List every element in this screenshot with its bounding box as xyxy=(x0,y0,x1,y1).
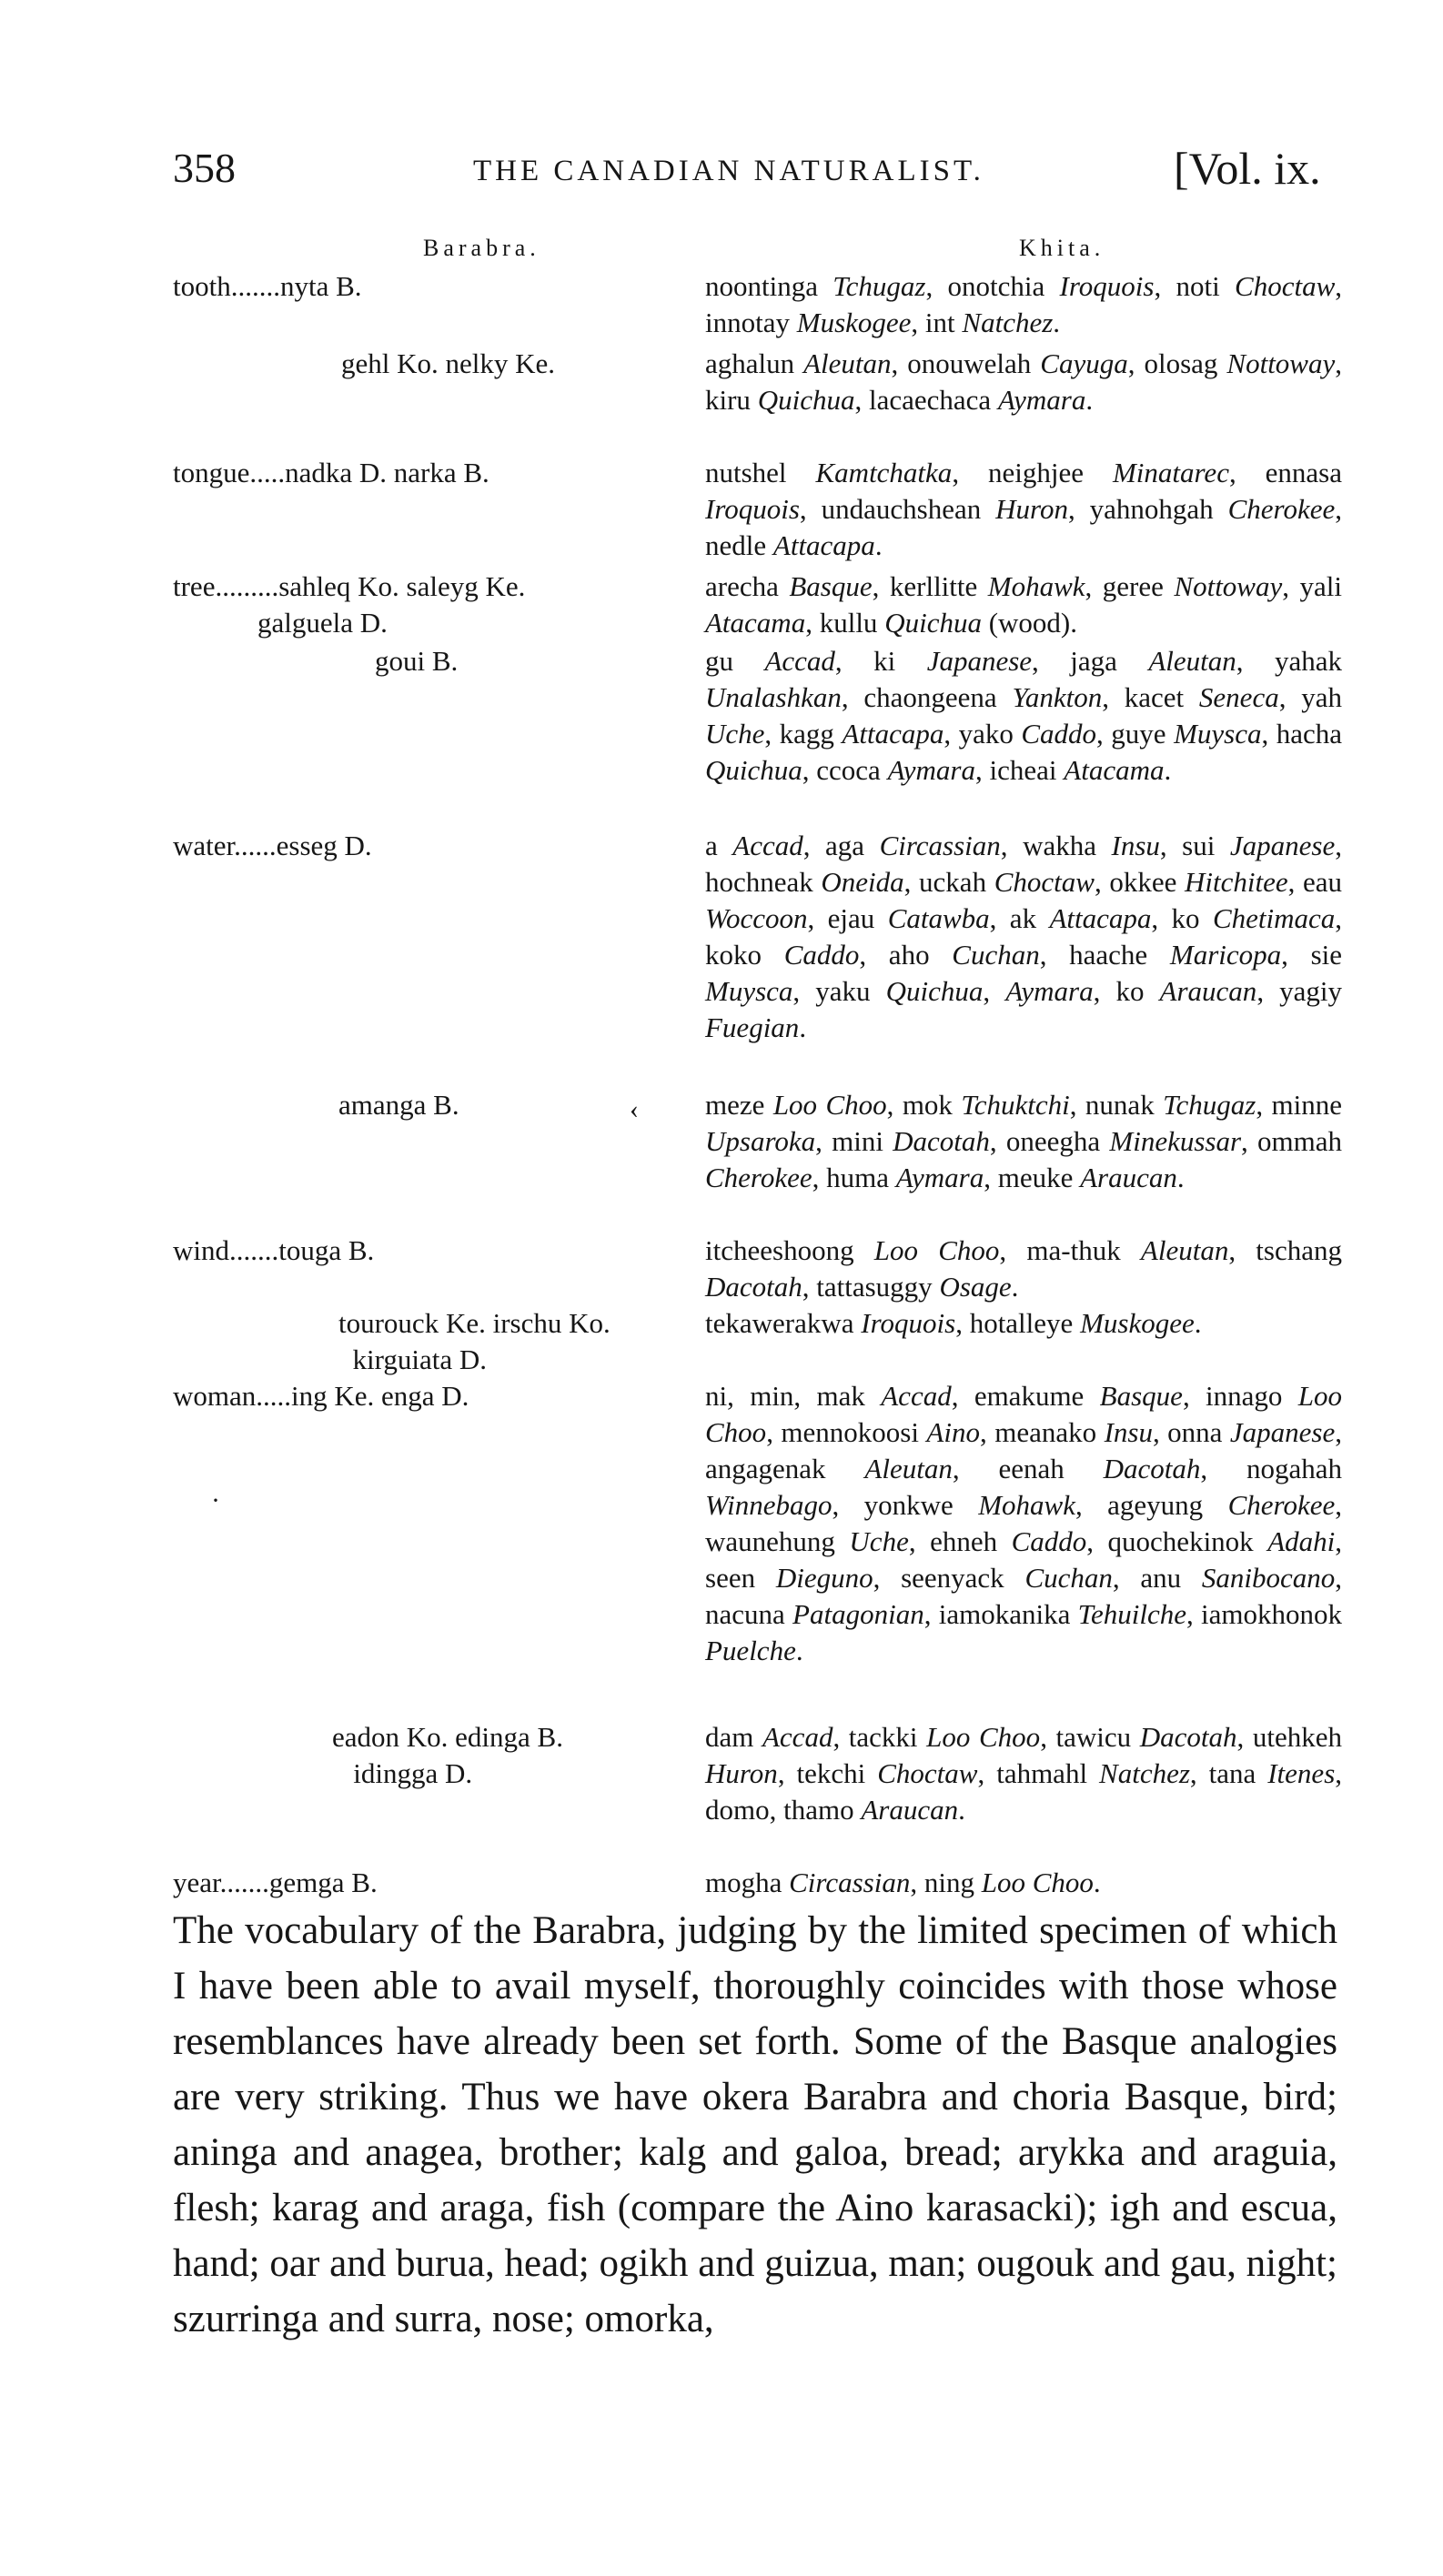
khita-cognates: mogha Circassian, ning Loo Choo. xyxy=(705,1867,1101,1898)
khita-cognates: arecha Basque, kerllitte Mohawk, geree Nottoway, yali Atacama, kullu Quichua (wood). xyxy=(705,570,1342,639)
barabra-word: tourouck Ke. irschu Ko. kirguiata D. xyxy=(338,1307,610,1375)
barabra-word: tooth.......nyta B. xyxy=(173,270,362,302)
stray-mark: · xyxy=(211,1485,220,1515)
khita-cognates: dam Accad, tackki Loo Choo, tawicu Dacotah, utehkeh Huron, tekchi Choctaw, tahmahl Natchez, tana Itenes, domo, thamo Araucan. xyxy=(705,1721,1343,1826)
khita-cognates: tekawerakwa Iroquois, hotalleye Muskogee. xyxy=(705,1307,1202,1339)
khita-cognates: ni, min, mak Accad, emakume Basque, innago Loo Choo, mennokoosi Aino, meanako Insu, onna Japanese, angagenak Aleutan, eenah Dacotah, nogahah Winnebago, yonkwe Mohawk, ageyung Cherokee, waunehung Uche, ehneh Caddo, quochekinok Adahi, seen Dieguno, seenyack Cuchan, anu Sanibocano, nacuna Patagonian, iamokanika Tehuilche, iamokhonok Puelche. xyxy=(705,1380,1342,1666)
khita-cognates: gu Accad, ki Japanese, jaga Aleutan, yahak Unalashkan, chaongeena Yankton, kacet Seneca, yah Uche, kagg Attacapa, yako Caddo, guye Muysca, hacha Quichua, ccoca Aymara, icheai Atacama. xyxy=(705,645,1342,786)
khita-cognates: noontinga Tchugaz, onotchia Iroquois, noti Choctaw, innotay Muskogee, int Natchez. xyxy=(705,270,1342,338)
khita-cognates: itcheeshoong Loo Choo, ma-thuk Aleutan, tschang Dacotah, tattasuggy Osage. xyxy=(705,1234,1342,1303)
stray-mark: ‹ xyxy=(630,1094,639,1124)
body-paragraph: The vocabulary of the Barabra, judging by the limited specimen of which I have been able to avail myself, thoroughly coincides with those whose resemblances have already been set forth. Some of the Basque analogies are very striking. Thus we have okera Barabra and choria Basque, bird; aninga and anagea, brother; kalg and galoa, bread; arykka and araguia, flesh; karag and araga, fish (compare the Aino karasacki); igh and escua, hand; oar and burua, head; ogikh and guizua, man; ougouk and gau, night; szurringa and surra, nose; omorka, xyxy=(173,1909,1337,2340)
khita-cognates: nutshel Kamtchatka, neighjee Minatarec, ennasa Iroquois, undauchshean Huron, yahnohgah Cherokee, nedle Attacapa. xyxy=(705,457,1342,561)
barabra-word: woman.....ing Ke. enga D. xyxy=(173,1380,469,1412)
barabra-word: tongue.....nadka D. narka B. xyxy=(173,457,489,488)
barabra-word: gehl Ko. nelky Ke. xyxy=(341,347,556,379)
column-heading-barabra: Barabra. xyxy=(423,235,540,261)
khita-cognates: meze Loo Choo, mok Tchuktchi, nunak Tchugaz, minne Upsaroka, mini Dacotah, oneegha Minekussar, ommah Cherokee, huma Aymara, meuke Araucan. xyxy=(705,1089,1342,1193)
running-header xyxy=(173,136,1337,209)
running-title: THE CANADIAN NATURALIST. xyxy=(473,155,984,187)
barabra-word: amanga B. xyxy=(338,1089,459,1121)
khita-cognates: aghalun Aleutan, onouwelah Cayuga, olosag Nottoway, kiru Quichua, lacaechaca Aymara. xyxy=(705,347,1342,416)
barabra-word: eadon Ko. edinga B. idingga D. xyxy=(332,1721,563,1789)
volume-label: [Vol. ix. xyxy=(1174,143,1321,194)
khita-cognates: a Accad, aga Circassian, wakha Insu, sui Japanese, hochneak Oneida, uckah Choctaw, okkee Hitchitee, eau Woccoon, ejau Catawba, ak Attacapa, ko Chetimaca, koko Caddo, aho Cuchan, haache Maricopa, sie Muysca, yaku Quichua, Aymara, ko Araucan, yagiy Fuegian. xyxy=(705,830,1343,1043)
barabra-word: water......esseg D. xyxy=(173,830,372,861)
barabra-word: year.......gemga B. xyxy=(173,1867,378,1898)
barabra-word: goui B. xyxy=(375,645,459,677)
barabra-word: tree.........sahleq Ko. saleyg Ke. galguela D. xyxy=(173,570,526,639)
page-number: 358 xyxy=(173,145,236,191)
barabra-word: wind.......touga B. xyxy=(173,1234,375,1266)
column-heading-khita: Khita. xyxy=(1019,235,1105,261)
